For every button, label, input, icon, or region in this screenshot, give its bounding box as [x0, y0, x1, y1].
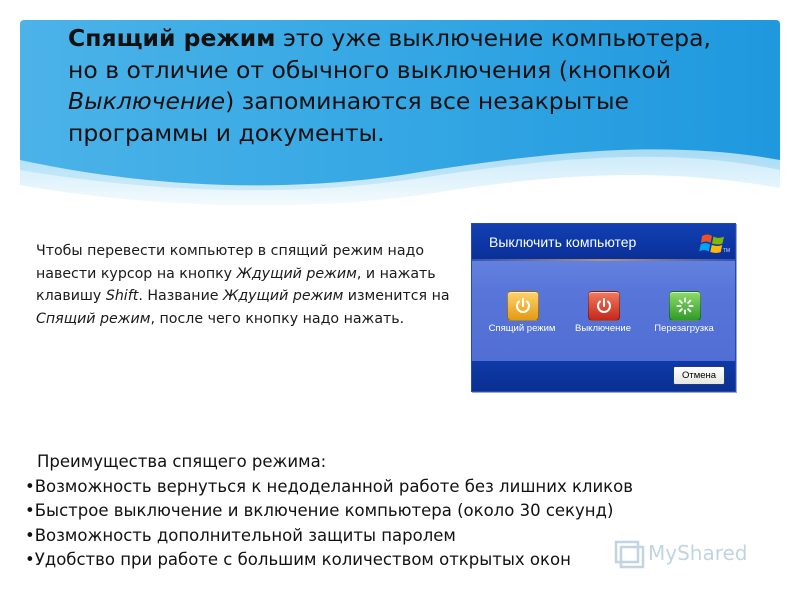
shutdown-button[interactable] — [588, 291, 620, 321]
instructions-italic: Ждущий режим — [223, 288, 344, 304]
trademark-mark: TM — [722, 248, 730, 254]
dialog-bottom-bar — [472, 361, 735, 391]
instructions-italic: Ждущий режим — [236, 265, 357, 282]
dialog-title-bar — [472, 224, 735, 259]
instructions-text: , после чего кнопку надо нажать. — [150, 310, 405, 327]
instructions-paragraph — [36, 240, 466, 330]
instructions-text: , и нажать клавишу — [36, 265, 436, 304]
instructions-text: изменится на — [343, 288, 450, 304]
instructions-italic: Shift — [105, 288, 139, 304]
instructions-text: . Название — [138, 288, 224, 304]
headline-text: это уже выключение компьютера, но в отличие от обычного выключения (кнопкой — [68, 24, 711, 84]
advantages-section — [25, 450, 785, 573]
standby-button[interactable] — [507, 291, 539, 321]
headline — [68, 23, 748, 149]
list-item: •Возможность вернуться к недоделанной работе без лишних кликов — [25, 476, 633, 496]
advantages-title: Преимущества спящего режима: — [37, 452, 327, 471]
shutdown-dialog — [471, 223, 736, 392]
headline-italic-term: Выключение — [68, 87, 226, 115]
restart-button[interactable] — [669, 291, 701, 321]
headline-bold-term: Спящий режим — [68, 24, 276, 52]
restart-icon — [676, 297, 694, 315]
power-icon — [595, 297, 613, 315]
list-item: •Возможность дополнительной защиты паролем — [25, 525, 456, 545]
restart-label: Перезагрузка — [654, 323, 714, 334]
dialog-title: Выключить компьютер — [489, 234, 637, 250]
instructions-text: Чтобы перевести компьютер в спящий режим надо навести курсор на кнопку — [36, 243, 425, 282]
title-separator — [472, 259, 735, 261]
shutdown-label: Выключение — [575, 323, 631, 334]
watermark-text: MyShared — [648, 541, 748, 565]
instructions-italic: Спящий режим — [36, 310, 151, 327]
cancel-button[interactable]: Отмена — [673, 366, 725, 385]
standby-label: Спящий режим — [488, 323, 556, 334]
advantages-list — [25, 475, 785, 573]
list-item: •Удобство при работе с большим количеством открытых окон — [25, 550, 571, 569]
list-item: •Быстрое выключение и включение компьютера (около 30 секунд) — [25, 501, 614, 520]
headline-text-end: ) запоминаются все незакрытые программы и документы. — [68, 87, 629, 147]
standby-icon — [514, 297, 532, 315]
